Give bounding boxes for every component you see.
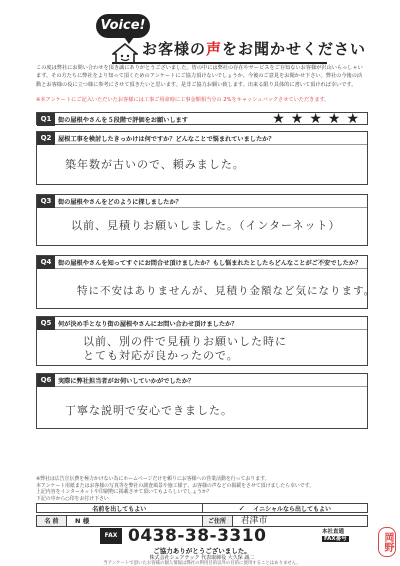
- fax-row: [100, 528, 370, 546]
- consent-options: [36, 503, 368, 513]
- privacy-disclaimer: 当アンケートで頂いたお客様の個人情報は弊社の利用目的以外の目的に使用することはありません。: [103, 561, 301, 566]
- header: [0, 14, 400, 64]
- name-field[interactable]: N 様: [67, 516, 203, 526]
- answer-text: 以前、見積りお願いしました。（インターネット）: [71, 219, 341, 232]
- rating-stars: [272, 112, 359, 126]
- name-label: 名 前: [37, 516, 67, 526]
- note-line: 上記内容をインターネットや印刷物に掲載させて頂いてもよろしいでしょうか？: [36, 489, 212, 496]
- star-icon: ★: [327, 111, 341, 127]
- page-title: [142, 38, 366, 59]
- address-label: ご住所: [203, 516, 233, 526]
- question-text: 街の屋根やさんをどのように探しましたか？: [58, 199, 182, 206]
- note-line: 下記の中から○印をお付け下さい: [36, 495, 109, 502]
- thanks-text: ご協力ありがとうございました。: [153, 547, 251, 555]
- question-q4: [36, 255, 376, 309]
- intro-text: この度は弊社にお問い合わせを頂き誠にありがとうございました。皆の中には弊社の存在やサービスをご存知ないお客様が沢山いらっしゃいます。その方たちに弊社をより知って頂くためのアンケートにご協力頂けないでしょうか。今後のご意見をお聞かせ下さい。弊社の今後の活動とお客様の役に立つ様に参考にさせて頂きたいと思います。是非ご協力お願い致します。出来る限り具体的に書いて頂ければ幸いです。: [36, 65, 363, 88]
- question-text: 屋根工事を検討したきっかけは何ですか？どんなことで悩まれていましたか？: [58, 136, 275, 143]
- question-number: Q5: [37, 317, 55, 330]
- address-field[interactable]: 君津市: [240, 516, 268, 526]
- question-text: 実際に弊社担当者がお伺いしていかがでしたか？: [58, 378, 195, 385]
- checkmark-icon: ✓: [238, 504, 246, 513]
- name-stamp: 岡野: [378, 527, 396, 557]
- fax-tag: [322, 529, 349, 542]
- question-number: Q6: [37, 374, 55, 387]
- fax-icon: FAX: [100, 528, 122, 544]
- answer-text-line2: とても対応が良かったので。: [83, 349, 239, 362]
- question-number: Q1: [37, 113, 55, 126]
- note-line: ※弊社は広告宣伝費を極力かけない為にホームページだけを頼りにお客様への営業活動を行っております。: [36, 476, 270, 482]
- answer-text: 丁寧な説明で安心できました。: [65, 404, 233, 417]
- title-part1: お客様の: [142, 40, 207, 58]
- consent-option-initial-label: イニシャルなら出してもよい: [253, 506, 331, 513]
- note-line: 本アンケート用紙またはお客様の写真等を弊社の調査風景や施工様子、お客様の声などの掲載をさせて頂けましたら幸いです。: [36, 482, 315, 489]
- consent-option-initial[interactable]: [202, 504, 368, 512]
- fax-tag-line2: FAX番号: [324, 535, 347, 542]
- question-text: 何が決め手となり街の屋根やさんにお問い合わせ頂けましたか？: [58, 321, 238, 328]
- house-icon: [112, 42, 138, 64]
- title-part2: をお聞かせください: [222, 40, 367, 58]
- question-number: Q2: [37, 132, 55, 145]
- cashback-notice: ※本アンケートにご記入いただいたお客様には工事ご用命時に工事金額相当分の 2%をキャッシュバックさせていただきます。: [36, 97, 330, 103]
- star-icon: ★: [290, 111, 304, 127]
- company-name: 株式会社シェアテック 代表取締役 大久保 誠二: [149, 555, 255, 561]
- star-icon: ★: [309, 111, 322, 127]
- star-icon: ★: [346, 111, 359, 127]
- question-number: Q4: [37, 256, 55, 269]
- consent-option-name[interactable]: 名前を出してもよい: [92, 505, 147, 513]
- answer-text: 築年数が古いので、頼みました。: [65, 158, 245, 171]
- voice-speech-bubble: Voice!: [96, 14, 150, 38]
- question-text: 街の屋根やさんを知ってすぐにお問合せ頂けましたか？もし悩まれたとしたらどんなことがご不安でしたか？: [58, 260, 362, 267]
- question-q6: [36, 373, 368, 429]
- question-q5: [36, 316, 368, 366]
- publication-notes: [36, 476, 368, 502]
- question-q1: [36, 112, 368, 125]
- fax-number: 0438-38-3310: [128, 526, 267, 546]
- question-q3: [36, 194, 368, 246]
- fax-tag-line1: 本社直通: [322, 529, 345, 535]
- question-number: Q3: [37, 195, 55, 208]
- answer-text-line1: 以前、別の件で見積りお願いした時に: [83, 335, 287, 348]
- question-q2: [36, 131, 368, 185]
- answer-text: 特に不安はありませんが、見積り金額など気になります。: [77, 285, 376, 297]
- question-text: 街の屋根やさんを５段階で評価をお願いします: [58, 117, 188, 124]
- title-accent: 声: [206, 40, 223, 58]
- star-icon: ★: [272, 111, 285, 127]
